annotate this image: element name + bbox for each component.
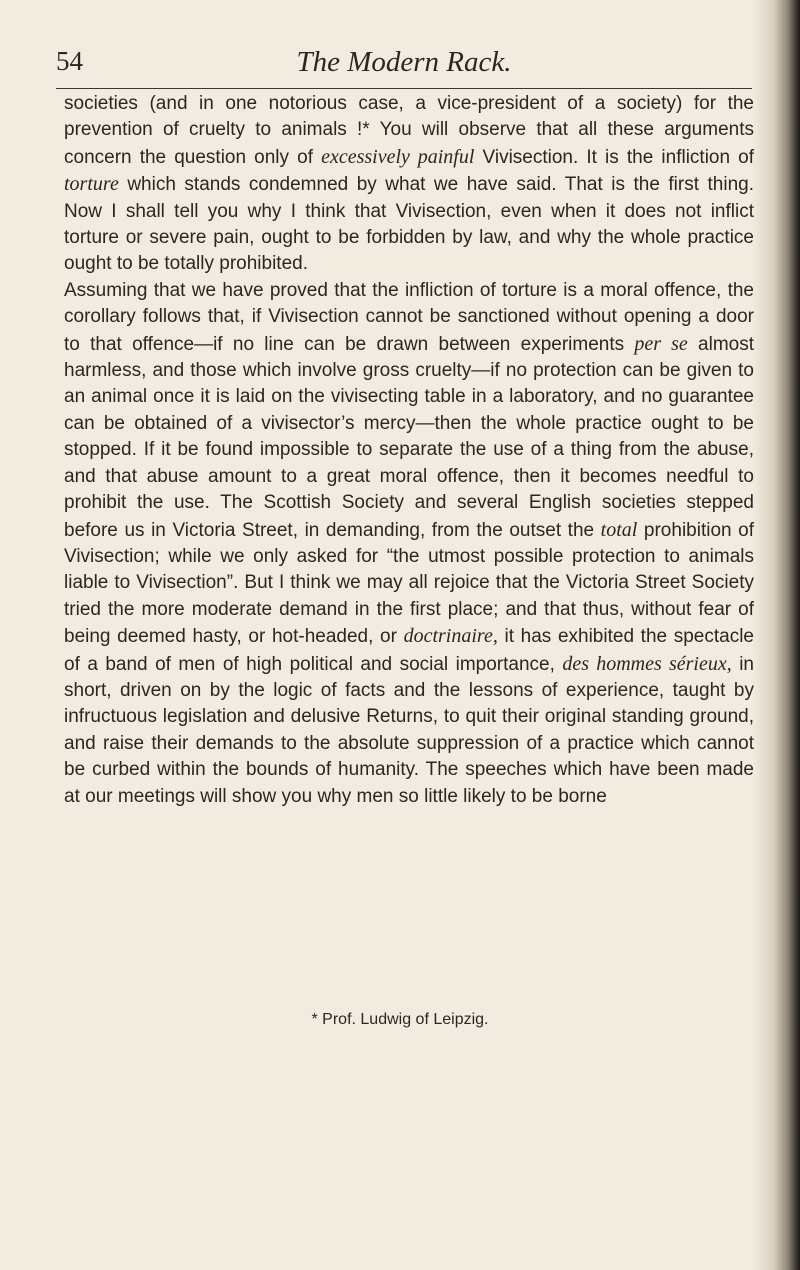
text-run: almost harmless, and those which involve gross cruelty—if no protection can be given to an animal once it is laid on the vivisecting table in a laboratory, and no guarantee can be obtained of a vivisector’s mercy—then the whole practice ought to be stopped. If it be found impossible to separate the use of a thing from the abuse, and that abuse amount to a great moral offence, then it becomes needful to prohibit the use. The Scottish Society and several English societies stepped before us in Victoria Street, in demanding, from the outset the [64,333,754,541]
footnote: * Prof. Ludwig of Leipzig. [311,1011,489,1028]
text-run: it has exhibited the spectacle of a band of men of high political and social importance, [64,626,755,675]
text-run: in short, driven on by the logic of facts and the lessons of experience, taught by infructuous legislation and delusive Returns, to quit their original standing ground, and raise their demands to the absolute suppression of a practice which cannot be curbed within the bounds of humanity. The speeches which have been made at our meetings will show you why men so little likely to be borne [64,653,754,807]
header-rule [56,88,752,89]
italic-phrase: doctrinaire, [403,625,498,648]
paragraph-2 [64,278,754,810]
paragraph-1 [64,91,754,278]
italic-phrase: torture [64,173,119,196]
text-run: societies (and in one notorious case, a vice-president of a society) for the prevention of cruelty to animals !* You will observe that all these arguments concern the question only of [64,93,754,168]
text-run: Assuming that we have proved that the infliction of torture is a moral offence, the corollary follows that, if Vivisection cannot be sanctioned without opening a door to that offence—if no line can be drawn between experiments [64,279,754,355]
body-text [64,91,754,810]
running-title: The Modern Rack. [296,46,512,78]
italic-phrase: per se [634,332,688,355]
text-run: prohibition of Vivisection; while we only asked for “the utmost possible protection to animals liable to Vivisection”. But I think we may all rejoice that the Victoria Street Society tried the more moderate demand in the first place; and that thus, without fear of being deemed hasty, or hot-headed, or [64,519,755,648]
page-number: 54 [56,46,83,76]
text-run: Vivisection. It is the infliction of [474,146,755,168]
page-edge-shadow [752,0,800,1270]
page-header [56,46,752,82]
italic-phrase: des hommes sérieux, [562,652,732,675]
italic-phrase: excessively painful [321,145,475,168]
italic-phrase: total [600,518,638,541]
text-run: which stands condemned by what we have said. That is the first thing. Now I shall tell you why I think that Vivisection, even when it does not inflict torture or severe pain, ought to be forbidden by law, and why the whole practice ought to be totally prohibited. [64,174,754,275]
